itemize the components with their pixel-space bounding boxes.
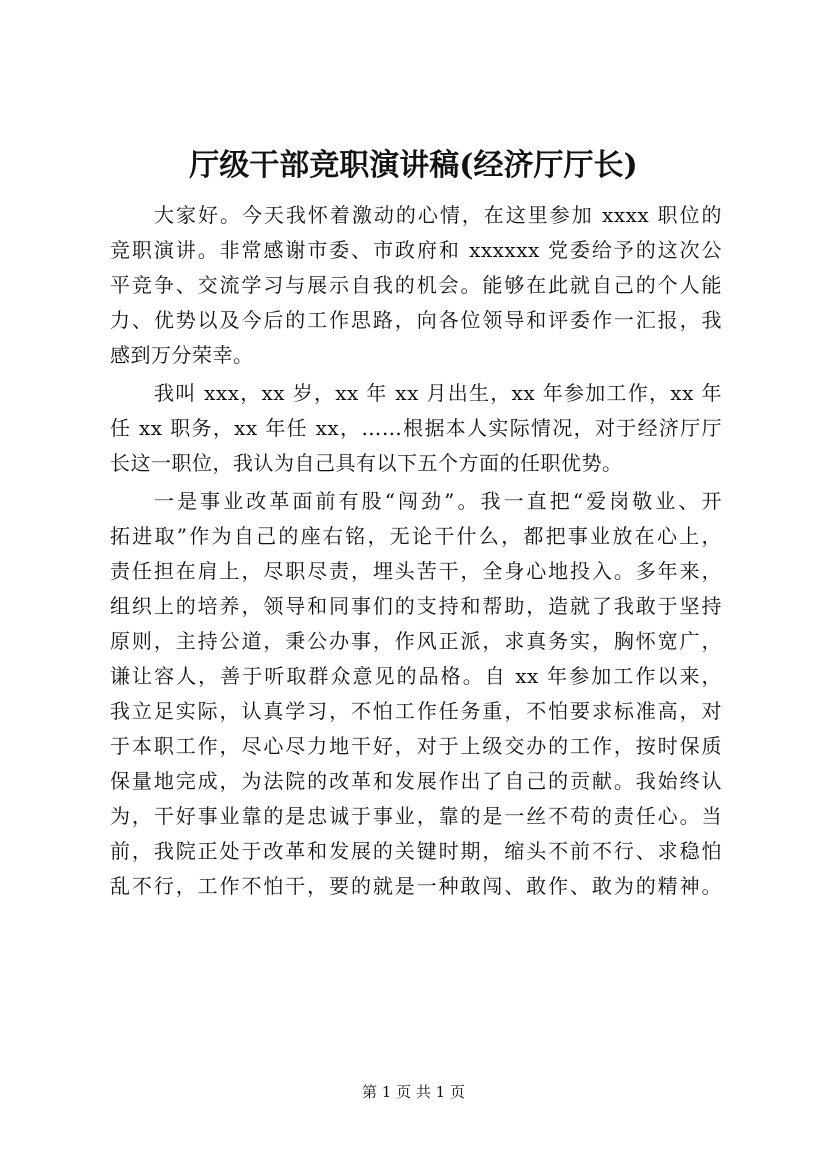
- paragraph-line: 我叫 xxx，xx 岁，xx 年 xx 月出生，xx 年参加工作，xx 年: [154, 381, 722, 405]
- paragraph-line: 于本职工作，尽心尽力地干好，对于上级交办的工作，按时保质: [110, 734, 722, 758]
- paragraph-line: 任 xx 职务，xx 年任 xx，……根据本人实际情况，对于经济厅厅: [110, 416, 722, 440]
- paragraph-line: 乱不行，工作不怕干，要的就是一种敢闯、敢作、敢为的精神。: [110, 874, 722, 898]
- document-title: 厅级干部竞职演讲稿(经济厅厅长): [189, 148, 638, 183]
- paragraph-line: 一是事业改革面前有股“闯劲”。我一直把“爱岗敬业、开: [154, 489, 722, 513]
- paragraph-line: 平竞争、交流学习与展示自我的机会。能够在此就自己的个人能: [110, 273, 722, 297]
- paragraph-line: 责任担在肩上，尽职尽责，埋头苦干，全身心地投入。多年来，: [110, 559, 722, 583]
- paragraph-line: 长这一职位，我认为自己具有以下五个方面的任职优势。: [110, 451, 623, 475]
- paragraph-line: 原则，主持公道，秉公办事，作风正派，求真务实，胸怀宽广，: [110, 629, 722, 653]
- paragraph-advantage-one: [110, 484, 722, 904]
- paragraph-line: 竞职演讲。非常感谢市委、市政府和 xxxxxx 党委给予的这次公: [110, 238, 722, 262]
- paragraph-line: 保量地完成，为法院的改革和发展作出了自己的贡献。我始终认: [110, 769, 722, 793]
- document-body: [110, 198, 722, 907]
- paragraph-line: 力、优势以及今后的工作思路，向各位领导和评委作一汇报，我: [110, 308, 722, 332]
- paragraph-line: 大家好。今天我怀着激动的心情，在这里参加 xxxx 职位的: [154, 203, 722, 227]
- paragraph-line: 感到万分荣幸。: [110, 343, 254, 367]
- paragraph-introduction: [110, 376, 722, 481]
- paragraph-line: 组织上的培养，领导和同事们的支持和帮助，造就了我敢于坚持: [110, 594, 722, 618]
- paragraph-line: 为，干好事业靠的是忠诚于事业，靠的是一丝不苟的责任心。当: [110, 804, 722, 828]
- paragraph-line: 拓进取”作为自己的座右铭，无论干什么，都把事业放在心上，: [110, 524, 722, 548]
- paragraph-line: 前，我院正处于改革和发展的关键时期，缩头不前不行、求稳怕: [110, 839, 722, 863]
- page-footer: 第 1 页 共 1 页: [362, 1083, 465, 1101]
- paragraph-line: 我立足实际，认真学习，不怕工作任务重，不怕要求标准高，对: [110, 699, 722, 723]
- paragraph-line: 谦让容人，善于听取群众意见的品格。自 xx 年参加工作以来，: [110, 664, 722, 688]
- paragraph-greeting: [110, 198, 722, 373]
